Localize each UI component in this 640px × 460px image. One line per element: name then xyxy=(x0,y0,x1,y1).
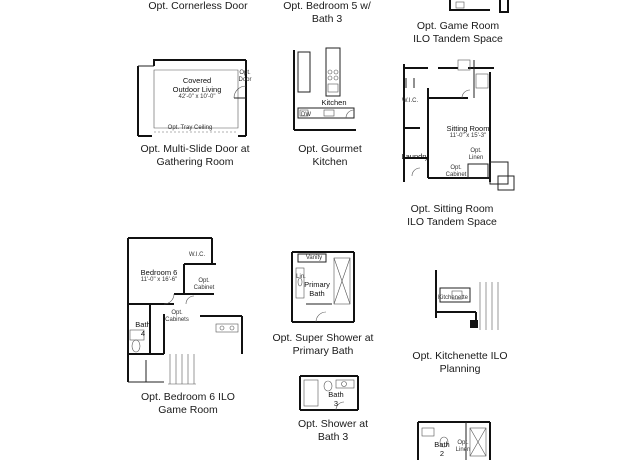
opt-door-label: Opt. Door xyxy=(238,70,252,83)
caption-game-room: Opt. Game Room ILO Tandem Space xyxy=(413,20,503,45)
caption-shower-bath3: Opt. Shower at Bath 3 xyxy=(297,418,369,443)
bedroom6-dimension: 11'-0" x 16'-6" xyxy=(140,277,178,283)
gourmet-kitchen-plan xyxy=(290,46,360,132)
bedroom6-label: Bedroom 6 xyxy=(140,268,178,277)
bath2-opt-linen-label: Opt. Linen xyxy=(455,440,471,453)
bath4-opt-cabinets-label: Opt. Cabinets xyxy=(165,310,189,323)
sitting-room-dimension: 11'-0" x 15'-3" xyxy=(449,133,487,139)
bath4-label: Bath 4 xyxy=(135,320,151,338)
opt-linen-label: Opt. Linen xyxy=(468,148,484,161)
kitchenette-label: Kitchenette xyxy=(437,295,469,301)
caption-super-shower: Opt. Super Shower at Primary Bath xyxy=(272,332,374,357)
vanity-label: Vanity xyxy=(305,255,323,261)
caption-kitchenette: Opt. Kitchenette ILO Planning xyxy=(412,350,508,375)
bath3-label: Bath 3 xyxy=(328,390,344,408)
caption-gourmet-kitchen: Opt. Gourmet Kitchen xyxy=(298,143,362,168)
game-room-plan xyxy=(400,0,510,14)
dishwasher-label: DW xyxy=(301,112,311,118)
caption-cornerless-door: Opt. Cornerless Door xyxy=(148,0,248,12)
caption-multi-slide: Opt. Multi-Slide Door at Gathering Room xyxy=(140,143,250,168)
bedroom6-opt-cabinet-label: Opt. Cabinet xyxy=(193,278,215,291)
tray-ceiling-label: Opt. Tray Ceiling xyxy=(167,125,213,131)
primary-bath-label: Primary Bath xyxy=(304,280,330,298)
sitting-opt-cabinet-label: Opt. Cabinet xyxy=(445,165,467,178)
caption-bedroom5: Opt. Bedroom 5 w/ Bath 3 xyxy=(283,0,371,25)
covered-outdoor-dimension: 42'-0" x 10'-0" xyxy=(178,94,216,100)
laundry-label: Laundry xyxy=(401,152,429,161)
primary-bath-lin-label: Lin. xyxy=(296,274,306,280)
caption-sitting-room: Opt. Sitting Room ILO Tandem Space xyxy=(407,203,497,228)
covered-outdoor-label: Covered Outdoor Living xyxy=(172,76,222,94)
caption-bedroom6: Opt. Bedroom 6 ILO Game Room xyxy=(141,391,235,416)
bedroom6-wic-label: W.I.C. xyxy=(188,252,206,258)
wic-label: W.I.C. xyxy=(401,98,419,104)
kitchen-label: Kitchen xyxy=(321,98,347,107)
sitting-room-label: Sitting Room xyxy=(446,124,490,133)
bath2-label: Bath 2 xyxy=(434,440,450,458)
